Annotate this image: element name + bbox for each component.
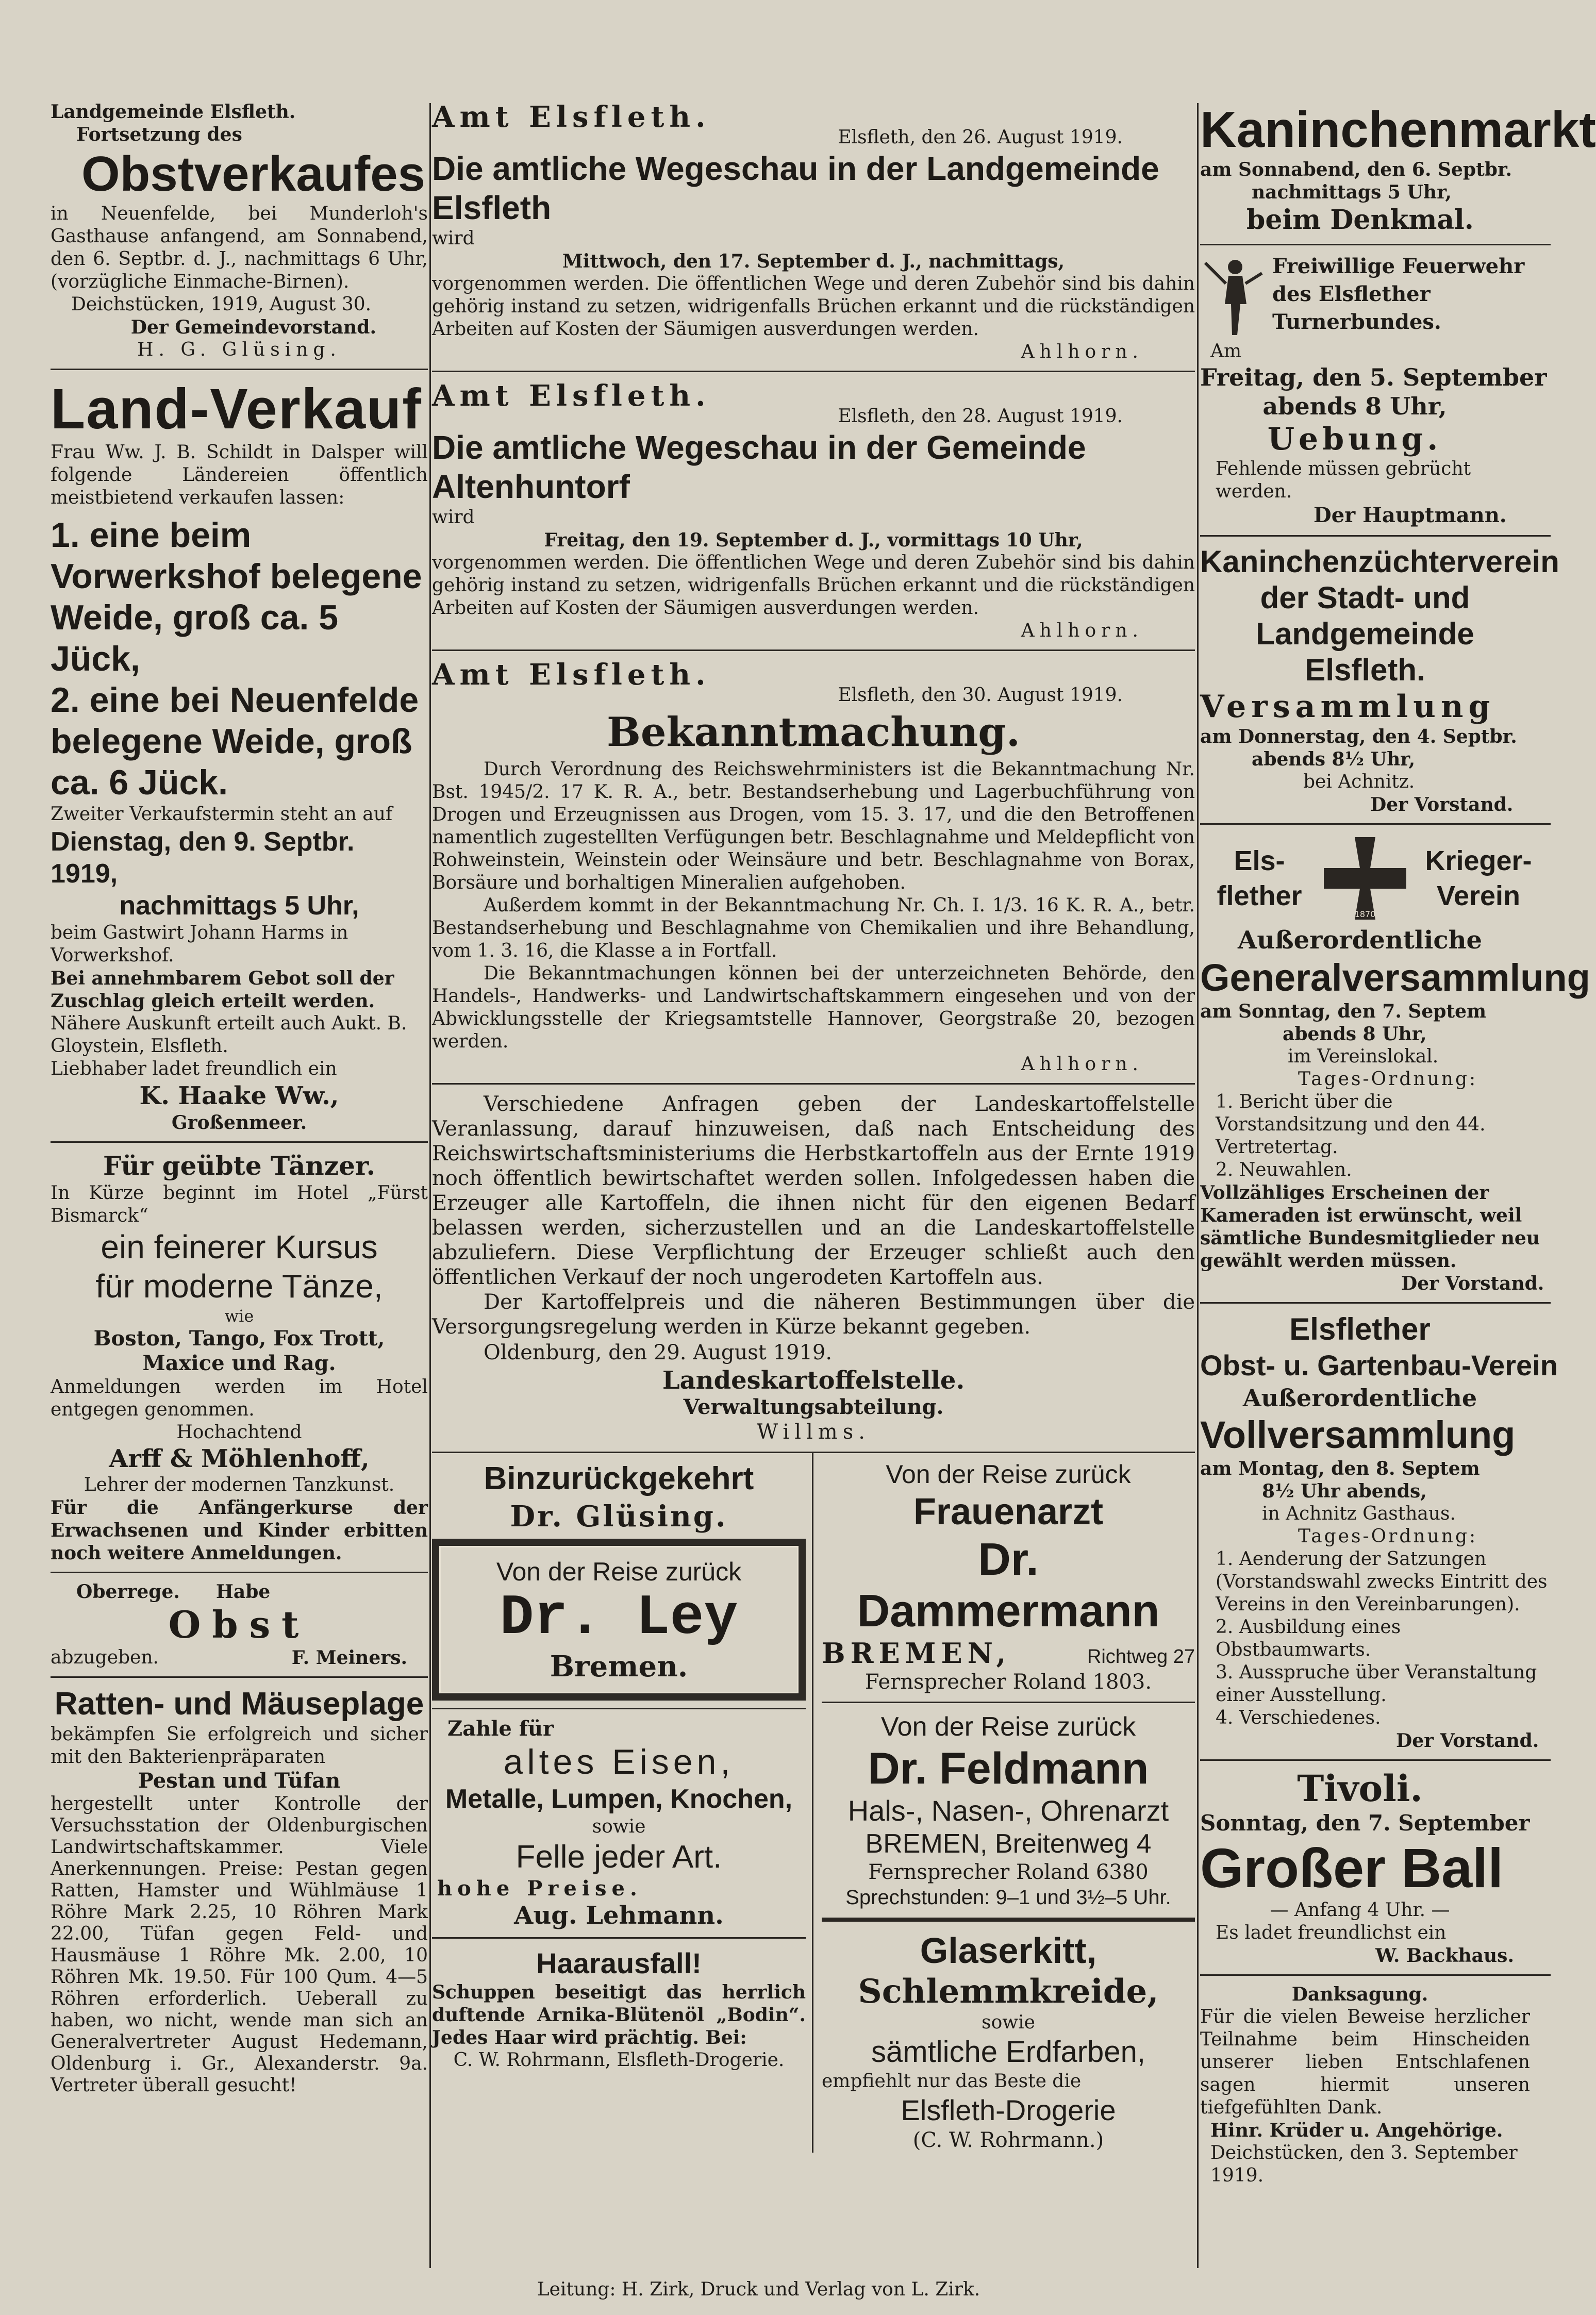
notice-line: wird bbox=[432, 507, 475, 528]
notice-line: im Vereinslokal. bbox=[1288, 1046, 1439, 1067]
amt-notice-3 bbox=[432, 658, 1195, 1076]
notice-body: Die Bekanntmachungen können bei der unterzeichneten Behörde, den Handels-, Handwerks- und Landwirtschaftskammern eingesehen und von der Abwicklungsstelle der Kriegsamtstelle Hannover, Georgstraße 20, bezogen werden. bbox=[432, 963, 1195, 1052]
divider bbox=[51, 1572, 428, 1573]
veterans-association-notice bbox=[1200, 832, 1590, 1295]
notice-date: Elsfleth, den 30. August 1919. bbox=[838, 685, 1123, 706]
divider bbox=[432, 649, 1195, 651]
notice-line: Mittwoch, den 17. September d. J., nachmittags, bbox=[562, 251, 1065, 272]
land-item: 1. eine beim Vorwerkshof belegene Weide, groß ca. 5 Jück, bbox=[51, 515, 422, 678]
ad-headline: sämtliche Erdfarben, bbox=[871, 2035, 1145, 2069]
divider bbox=[822, 1702, 1195, 1703]
ad-line: nachmittags 5 Uhr, bbox=[1252, 181, 1452, 203]
ad-headline: Schlemmkreide, bbox=[858, 1972, 1159, 2011]
notice-line: Bei annehmbarem Gebot soll der Zuschlag gleich erteilt werden. bbox=[51, 968, 394, 1012]
agenda-item-text: Aenderung der Satzungen (Vorstandswahl zwecks Eintritt des Vereins in den Vereinbarungen). bbox=[1216, 1548, 1548, 1615]
ad-line: Von der Reise zurück bbox=[880, 1712, 1136, 1742]
notice-title: Elsflether bbox=[1289, 1312, 1431, 1346]
rat-poison-ad bbox=[51, 1685, 428, 2096]
scrap-metal-ad bbox=[432, 1717, 806, 1930]
agenda-item-text: Ausbildung eines Obstbaumwarts. bbox=[1216, 1617, 1401, 1660]
ad-headline: Metalle, Lumpen, Knochen, bbox=[445, 1784, 793, 1814]
ad-line: Boston, Tango, Fox Trott, Maxice und Rag. bbox=[93, 1326, 385, 1375]
agenda-item: 3. Ausspruche über Veranstaltung einer Ausstellung. bbox=[1216, 1662, 1537, 1706]
notice-signature: H. G. Glüsing. bbox=[137, 339, 341, 360]
imprint-footer: Leitung: H. Zirk, Druck und Verlag von L. Zirk. bbox=[537, 2279, 980, 2300]
ad-headline: Binzurückgekehrt bbox=[484, 1461, 754, 1496]
feldmann-ad bbox=[822, 1710, 1195, 1910]
ad-line: Pestan und Tüfan bbox=[138, 1769, 341, 1793]
agenda-item: 4. Verschiedenes. bbox=[1216, 1707, 1381, 1728]
ad-line: am Sonnabend, den 6. Septbr. bbox=[1200, 159, 1512, 180]
ad-line: Fernsprecher Roland 6380 bbox=[868, 1860, 1149, 1884]
land-sale-notice bbox=[51, 377, 428, 1134]
fruit-garden-association-notice bbox=[1200, 1311, 1558, 1752]
notice-body: Verschiedene Anfragen geben der Landeskartoffelstelle Veranlassung, darauf hinzuweisen, daß nach Entscheidung des Reichswirtschaftsministeriums die Herbstkartoffeln aus der Ernte 1919 noch öffentlich bewirtschaftet werden sollen. Infolgedessen haben die Erzeuger alle Kartoffeln, die ihnen nicht für den eigenen Bedarf belassen werden, sicherzustellen und an die Landeskartoffelstelle abzuliefern. Diese Verpflichtung der Erzeuger schließt auch den öffentlichen Verkauf der noch ungerodeten Kartoffeln aus. bbox=[432, 1092, 1195, 1289]
notice-title: Die amtliche Wegeschau in der Gemeinde Altenhuntorf bbox=[432, 429, 1086, 505]
notice-body: Außerdem kommt in der Bekanntmachung Nr. Ch. I. 1/3. 16 K. R. A., betr. Bestandserhebung und Beschlagnahme von Chemikalien und ihre Behandlung, vom 1. 3. 16, die Klasse a in Fortfall. bbox=[432, 895, 1195, 961]
fire-brigade-notice bbox=[1200, 253, 1551, 528]
notice-line: Tages-Ordnung: bbox=[1298, 1069, 1478, 1090]
ad-headline: für moderne Tänze, bbox=[95, 1268, 383, 1305]
agenda-item: 2. Neuwahlen. bbox=[1216, 1159, 1352, 1180]
notice-title: Land-Verkauf bbox=[51, 377, 422, 441]
notice-signature: K. Haake Ww., bbox=[139, 1081, 339, 1110]
notice-signature: Ahlhorn. bbox=[1021, 341, 1143, 362]
ad-line: Bremen. bbox=[550, 1650, 688, 1684]
divider bbox=[432, 1083, 1195, 1085]
ad-line: Hochachtend bbox=[176, 1422, 302, 1443]
notice-line: am Montag, den 8. Septem bbox=[1200, 1458, 1480, 1479]
ad-headline: Dr. Dammermann bbox=[857, 1534, 1160, 1636]
notice-line: beim Gastwirt Johann Harms in Vorwerkshof. bbox=[51, 922, 348, 966]
ad-line: beim Denkmal. bbox=[1246, 204, 1474, 236]
cross-year: 1870 bbox=[1354, 909, 1376, 919]
notice-heading: Freiwillige Feuerwehr des Elsflether Turnerbundes. bbox=[1272, 254, 1525, 334]
notice-headline: Vollversammlung bbox=[1200, 1413, 1516, 1456]
ad-title: Für geübte Tänzer. bbox=[103, 1151, 376, 1181]
divider bbox=[51, 369, 428, 370]
notice-title: Bekanntmachung. bbox=[607, 709, 1020, 756]
divider bbox=[1200, 1759, 1551, 1761]
agenda-item-text: Verschiedenes. bbox=[1239, 1707, 1381, 1728]
ad-line: sowie bbox=[592, 1816, 646, 1837]
notice-line: wird bbox=[432, 228, 475, 249]
iron-cross-icon bbox=[1319, 832, 1411, 925]
ad-line: BREMEN, bbox=[822, 1637, 1011, 1670]
ads-left bbox=[432, 1453, 813, 2153]
ad-line: Fernsprecher Roland 1803. bbox=[864, 1670, 1152, 1694]
notice-line: bei Achnitz. bbox=[1303, 771, 1415, 792]
dammermann-ad bbox=[822, 1458, 1195, 1694]
ad-signature: C. W. Rohrmann, Elsfleth-Drogerie. bbox=[453, 2050, 785, 2071]
notice-line: Fehlende müssen gebrücht werden. bbox=[1216, 458, 1471, 502]
ad-line: abzugeben. bbox=[51, 1647, 159, 1668]
notice-signature: Der Hauptmann. bbox=[1314, 503, 1507, 527]
notice-title: Verein bbox=[1436, 880, 1521, 911]
ad-line: Habe bbox=[215, 1581, 271, 1603]
ad-headline: Obst bbox=[168, 1603, 310, 1646]
notice-date: Elsfleth, den 26. August 1919. bbox=[838, 127, 1123, 148]
ad-body: bekämpfen Sie erfolgreich und sicher mit den Bakterienpräparaten bbox=[51, 1724, 428, 1768]
column-3-inner bbox=[1200, 101, 1596, 2187]
notice-title: Obst- u. Gartenbau-Verein bbox=[1200, 1349, 1558, 1381]
ad-line: Zahle für bbox=[447, 1717, 554, 1741]
ad-headline: Dr. Feldmann bbox=[868, 1744, 1149, 1793]
notice-body: Vollzähliges Erscheinen der Kameraden ist erwünscht, weil sämtliche Bundesmitglieder neu gewählt werden müssen. bbox=[1200, 1182, 1540, 1272]
notice-heading: Amt Elsfleth. bbox=[432, 100, 711, 134]
notice-title: flether bbox=[1217, 880, 1302, 911]
notice-signature: Ahlhorn. bbox=[1021, 1054, 1143, 1075]
divider bbox=[51, 1141, 428, 1143]
notice-title: Obstverkaufes bbox=[81, 146, 425, 202]
ad-headline: altes Eisen, bbox=[503, 1742, 735, 1781]
notice-title: Krieger- bbox=[1425, 845, 1532, 876]
ad-line: Oberrege. bbox=[76, 1581, 180, 1603]
notice-title: Kaninchenzüchterverein der Stadt- und Landgemeinde Elsfleth. bbox=[1200, 544, 1559, 687]
agenda-item: 1. Bericht über die Vorstandsitzung und den 44. Vertretertag. bbox=[1216, 1091, 1486, 1158]
ad-body: Schuppen beseitigt das herrlich duftende Arnika-Blütenöl „Bodin“. Jedes Haar wird prächtig. Bei: bbox=[432, 1981, 806, 2048]
notice-date: Oldenburg, den 29. August 1919. bbox=[484, 1341, 833, 1364]
notice-headline: Uebung. bbox=[1267, 421, 1442, 457]
notice-line: abends 8 Uhr, bbox=[1283, 1023, 1427, 1045]
ad-line: (C. W. Rohrmann.) bbox=[912, 2128, 1104, 2152]
ad-line: empfiehlt nur das Beste die bbox=[822, 2071, 1082, 2092]
notice-body: Frau Ww. J. B. Schildt in Dalsper will folgende Ländereien öffentlich meistbietend verkaufen lassen: bbox=[51, 442, 428, 508]
ad-signature: Dr. Glüsing. bbox=[510, 1500, 728, 1534]
obst-sale-notice bbox=[51, 101, 428, 361]
notice-time: abends 8 Uhr, bbox=[1262, 392, 1447, 420]
agenda-item-text: Neuwahlen. bbox=[1239, 1159, 1352, 1180]
ads-right bbox=[813, 1453, 1195, 2153]
divider bbox=[1200, 823, 1551, 825]
notice-line: am Donnerstag, den 4. Septbr. bbox=[1200, 726, 1517, 747]
notice-body: vorgenommen werden. Die öffentlichen Wege und deren Zubehör sind bis dahin gehörig instand zu setzen, widrigenfalls Brüchen erkannt und die rückständigen Arbeiten auf Kosten der Säumigen ausverdungen werden. bbox=[432, 273, 1195, 340]
agenda-item-text: Bericht über die Vorstandsitzung und den 44. Vertretertag. bbox=[1216, 1091, 1486, 1158]
divider bbox=[1200, 244, 1551, 245]
notice-body: Der Kartoffelpreis und die näheren Bestimmungen über die Versorgungsregelung werden in Kürze bekannt gegeben. bbox=[432, 1290, 1195, 1339]
ad-line: sowie bbox=[982, 2012, 1035, 2033]
ad-body: hergestellt unter Kontrolle der Versuchsstation der Oldenburgischen Landwirtschaftskammer. Viele Anerkennungen. Preise: Pestan gegen Ratten, Hamster und Wühlmäuse 1 Röhre Mark 2.25, 10 Röhren Mark 22.00, Tüfan gegen Feld- und Hausmäuse 1 Röhre Mk. 2.00, 10 Röhren Mk. 19.50. Für 100 Qum. 4—5 Röhren erforderlich. Ueberall zu haben, wo nicht, wende man sich an Generalvertreter August Hedemann, Oldenburg i. Gr., Alexanderstr. 9a. Vertreter überall gesucht! bbox=[51, 1793, 428, 2096]
notice-signature: Verwaltungsabteilung. bbox=[683, 1395, 944, 1419]
notice-date: Freitag, den 5. September bbox=[1200, 363, 1547, 391]
divider bbox=[432, 371, 1195, 372]
gluesing-ad bbox=[432, 1458, 806, 1534]
notice-time: nachmittags 5 Uhr, bbox=[119, 891, 359, 921]
divider bbox=[1200, 535, 1551, 537]
notice-line: am Sonntag, den 7. Septem bbox=[1200, 1001, 1487, 1022]
notice-line: Außerordentliche bbox=[1237, 926, 1483, 955]
ad-headline: Dr. Ley bbox=[500, 1586, 738, 1651]
ad-headline: Felle jeder Art. bbox=[516, 1839, 722, 1875]
ad-line: — Anfang 4 Uhr. — bbox=[1270, 1900, 1450, 1921]
ad-headline: Frauenarzt bbox=[913, 1491, 1104, 1533]
ad-title: Kaninchenmarkt bbox=[1200, 101, 1596, 158]
notice-date: Deichstücken, 1919, August 30. bbox=[71, 294, 372, 315]
notice-signature: Der Vorstand. bbox=[1401, 1273, 1544, 1294]
notice-signature: Willms. bbox=[757, 1420, 870, 1444]
agenda-item: 1. Aenderung der Satzungen (Vorstandswahl zwecks Eintritt des Vereins in den Vereinbarungen). bbox=[1216, 1548, 1548, 1615]
notice-body: vorgenommen werden. Die öffentlichen Wege und deren Zubehör sind bis dahin gehörig instand zu setzen, widrigenfalls Brüchen erkannt und die rückständigen Arbeiten auf Kosten der Säumigen ausverdungen werden. bbox=[432, 552, 1195, 619]
notice-signature: Ahlhorn. bbox=[1021, 620, 1143, 641]
ad-line: Lehrer der modernen Tanzkunst. bbox=[84, 1474, 395, 1495]
notice-signature: Hinr. Krüder u. Angehörige. bbox=[1210, 2120, 1503, 2141]
notice-body: Für die vielen Beweise herzlicher Teilnahme beim Hinscheiden unserer lieben Entschlafenen sagen hiermit unseren tiefgefühlten Dank. bbox=[1200, 2006, 1530, 2118]
land-item: 2. eine bei Neuenfelde belegene Weide, groß ca. 6 Jück. bbox=[51, 680, 419, 802]
potato-notice bbox=[432, 1092, 1195, 1444]
notice-line: Nähere Auskunft erteilt auch Aukt. B. Gloystein, Elsfleth. bbox=[51, 1013, 407, 1057]
notice-signature: Der Vorstand. bbox=[1396, 1730, 1539, 1752]
notice-line: Zweiter Verkaufstermin steht an auf bbox=[51, 804, 393, 825]
ad-line: Für die Anfängerkurse der Erwachsenen und Kinder erbitten noch weitere Anmeldungen. bbox=[51, 1497, 428, 1564]
notice-body: Durch Verordnung des Reichswehrministers ist die Bekanntmachung Nr. Bst. 1945/2. 17 K. R. A., betr. Bestandserhebung und Lagerbuchführung von Drogen und Erzeugnissen aus Drogen, vom 15. 3. 17, und die den Betroffenen namentlich zugestellten Verfügungen betr. Beschlagnahme und Meldepflicht von Rohweinstein, Weinstein oder Weinsäure und betr. Beschlagnahme von Borax, Borsäure und borhaltigen Mineralien aufgehoben. bbox=[432, 759, 1195, 893]
notice-line: Fortsetzung des bbox=[76, 124, 242, 145]
notice-line: Freitag, den 19. September d. J., vormittags 10 Uhr, bbox=[544, 529, 1083, 551]
ad-signature: W. Backhaus. bbox=[1375, 1945, 1514, 1967]
notice-signature: Landeskartoffelstelle. bbox=[662, 1366, 965, 1395]
ad-title: Haarausfall! bbox=[536, 1947, 702, 1979]
column-rule-left bbox=[429, 103, 431, 2268]
ad-signature: Elsfleth-Drogerie bbox=[901, 2094, 1116, 2126]
notice-title: Els- bbox=[1234, 845, 1285, 876]
ad-line: wie bbox=[224, 1306, 254, 1326]
ad-line: Richtweg 27 bbox=[1087, 1646, 1195, 1668]
ad-line: Von der Reise zurück bbox=[886, 1460, 1131, 1489]
notice-headline: Versammlung bbox=[1200, 689, 1495, 725]
ad-headline: Glaserkitt, bbox=[920, 1930, 1097, 1971]
ad-line: Hals-, Nasen-, Ohrenarzt bbox=[847, 1794, 1169, 1827]
ad-headline: Großer Ball bbox=[1200, 1837, 1504, 1899]
ad-line: Anmeldungen werden im Hotel entgegen genommen. bbox=[51, 1376, 428, 1420]
notice-heading: Amt Elsfleth. bbox=[432, 658, 711, 692]
notice-title: Danksagung. bbox=[1291, 1984, 1428, 2005]
rabbit-breeders-notice bbox=[1200, 544, 1559, 816]
notice-date: Deichstücken, den 3. September 1919. bbox=[1210, 2142, 1518, 2186]
ad-line: Von der Reise zurück bbox=[496, 1557, 742, 1586]
divider bbox=[1200, 1974, 1551, 1976]
tivoli-ball-ad bbox=[1200, 1768, 1551, 1967]
notice-line: Landgemeinde Elsfleth. bbox=[51, 101, 296, 123]
agenda-item: 2. Ausbildung eines Obstbaumwarts. bbox=[1216, 1617, 1401, 1660]
drugstore-ad bbox=[822, 1929, 1195, 2153]
ad-headline: ein feinerer Kursus bbox=[101, 1228, 378, 1265]
ad-signature: Arff & Möhlenhoff, bbox=[109, 1444, 370, 1473]
column-2 bbox=[432, 101, 1195, 2153]
notice-body: in Neuenfelde, bei Munderloh's Gasthause anfangend, am Sonnabend, den 6. Septbr. d. J., nachmittags 6 Uhr, (vorzügliche Einmache-Birnen). bbox=[51, 203, 428, 292]
notice-title: Die amtliche Wegeschau in der Landgemeinde Elsfleth bbox=[432, 150, 1159, 226]
ad-signature: Aug. Lehmann. bbox=[514, 1901, 724, 1930]
notice-line: in Achnitz Gasthaus. bbox=[1262, 1503, 1456, 1524]
ad-line: Sonntag, den 7. September bbox=[1200, 1810, 1530, 1836]
ad-line: Sprechstunden: 9–1 und 3½–5 Uhr. bbox=[845, 1886, 1171, 1909]
ad-title: Tivoli. bbox=[1297, 1767, 1423, 1810]
ley-ad bbox=[432, 1539, 806, 1701]
notice-line: Liebhaber ladet freundlich ein bbox=[51, 1058, 337, 1079]
ad-line: hohe Preise. bbox=[437, 1876, 642, 1901]
notice-heading: Amt Elsfleth. bbox=[432, 379, 711, 413]
notice-date: Dienstag, den 9. Septbr. 1919, bbox=[51, 827, 355, 889]
notice-signature: Der Gemeindevorstand. bbox=[130, 317, 376, 338]
firefighter-icon bbox=[1200, 253, 1267, 340]
notice-signature: Großenmeer. bbox=[171, 1112, 307, 1134]
divider bbox=[432, 1708, 806, 1709]
divider bbox=[822, 1918, 1195, 1922]
ad-signature: F. Meiners. bbox=[291, 1647, 407, 1669]
notice-line: Tages-Ordnung: bbox=[1298, 1526, 1478, 1547]
divider bbox=[432, 1937, 806, 1939]
rabbit-market-ad bbox=[1200, 101, 1596, 237]
ad-line: Es ladet freundlichst ein bbox=[1216, 1922, 1447, 1943]
dance-course-ad bbox=[51, 1150, 428, 1564]
column-3 bbox=[1200, 101, 1596, 2187]
ad-body: In Kürze beginnt im Hotel „Fürst Bismarck“ bbox=[51, 1183, 428, 1226]
column-1 bbox=[51, 101, 428, 2096]
ad-line: BREMEN, Breitenweg 4 bbox=[865, 1829, 1152, 1859]
obst-meiners-ad bbox=[51, 1580, 428, 1669]
amt-notice-2 bbox=[432, 379, 1195, 642]
divider bbox=[1200, 1302, 1551, 1304]
notice-line: abends 8½ Uhr, bbox=[1252, 748, 1416, 770]
amt-notice-1 bbox=[432, 101, 1195, 363]
divider bbox=[51, 1676, 428, 1678]
hair-loss-ad bbox=[432, 1946, 806, 2072]
ads-grid bbox=[432, 1453, 1195, 2153]
notice-headline: Generalversammlung bbox=[1200, 956, 1590, 999]
ad-title: Ratten- und Mäuseplage bbox=[54, 1686, 424, 1722]
notice-date: Elsfleth, den 28. August 1919. bbox=[838, 406, 1123, 427]
notice-line: Am bbox=[1210, 341, 1242, 362]
notice-line: Außerordentliche bbox=[1242, 1384, 1477, 1412]
notice-line: 8½ Uhr abends, bbox=[1262, 1480, 1427, 1502]
column-rule-right bbox=[1197, 103, 1199, 2268]
agenda-item-text: Ausspruche über Veranstaltung einer Ausstellung. bbox=[1216, 1662, 1537, 1706]
notice-signature: Der Vorstand. bbox=[1370, 794, 1514, 815]
thanks-notice bbox=[1200, 1983, 1551, 2187]
